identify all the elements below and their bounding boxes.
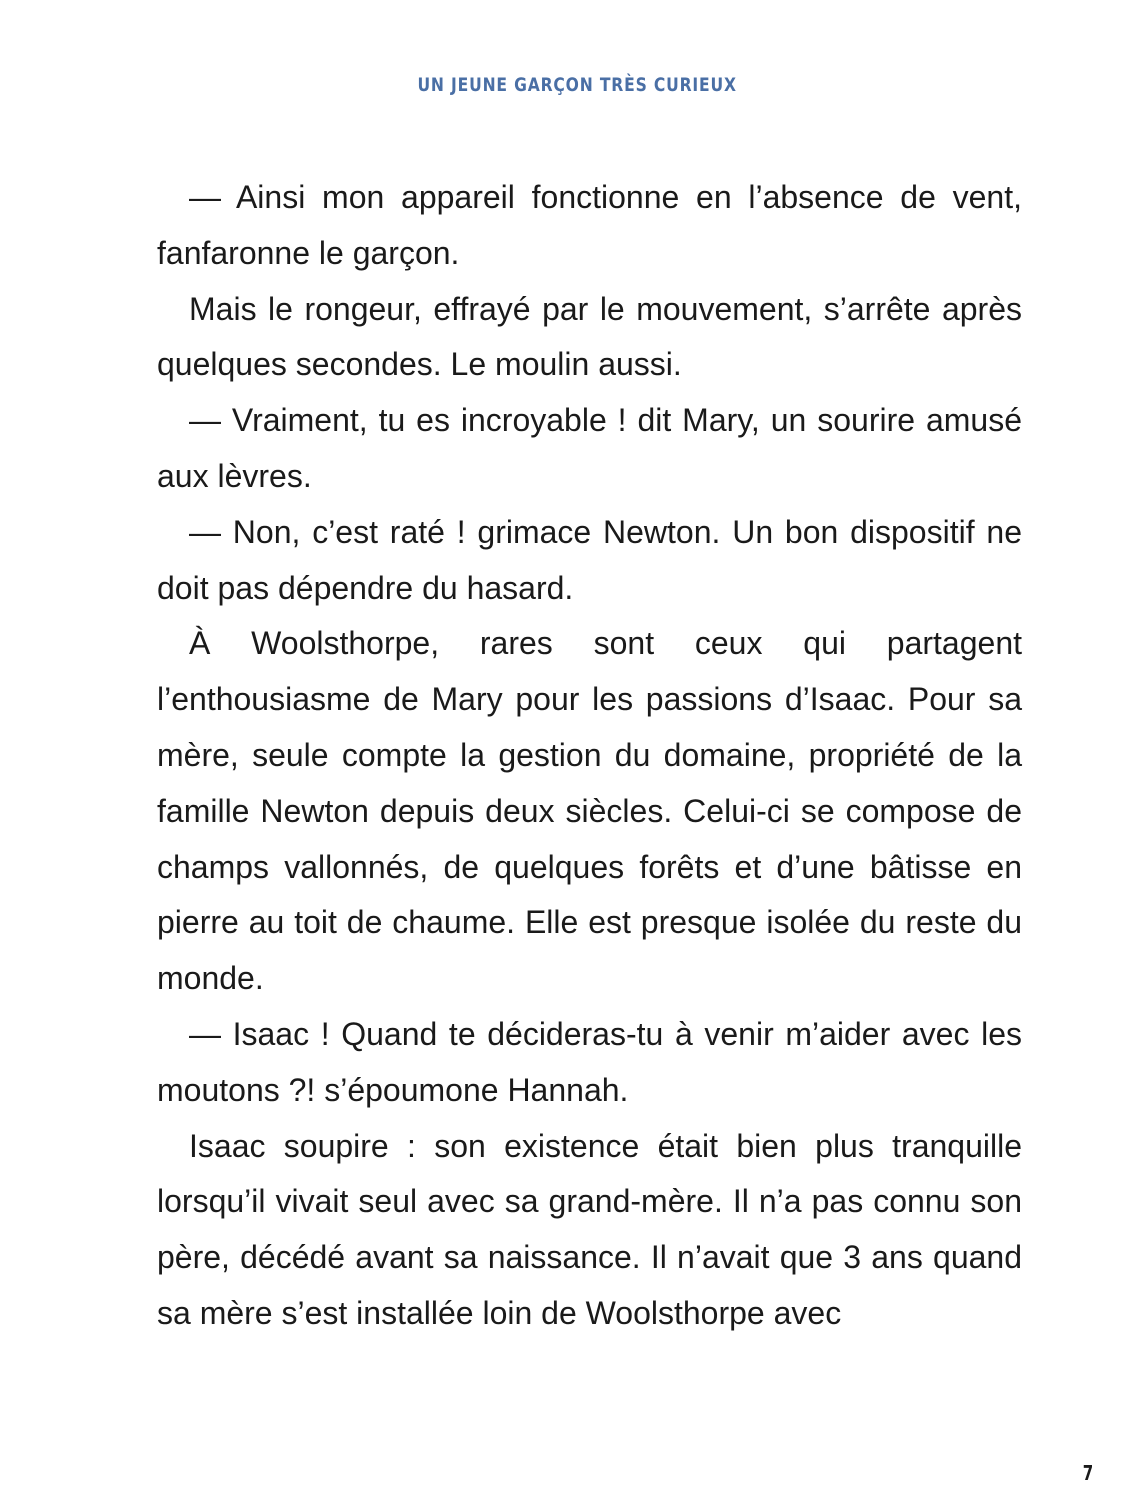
paragraph: Isaac soupire : son existence était bien plus tranquille lorsqu’il vivait seul avec sa grand-mère. Il n’a pas connu son père, décédé avant sa naissance. Il n’avait que 3 ans quand sa mère s’est installée loin de Woolsthorpe avec <box>157 1127 1022 1331</box>
running-head: UN JEUNE GARÇON TRÈS CURIEUX <box>417 74 737 96</box>
paragraph: À Woolsthorpe, rares sont ceux qui partagent l’enthousiasme de Mary pour les passions d’Isaac. Pour sa mère, seule compte la gestion du domaine, propriété de la famille Newton depuis deux siècles. Celui-ci se compose de champs vallonnés, de quelques forêts et d’une bâtisse en pierre au toit de chaume. Elle est presque isolée du reste du monde. <box>157 625 1022 997</box>
paragraph: — Non, c’est raté ! grimace Newton. Un bon dispositif ne doit pas dépendre du hasard. <box>157 513 1022 606</box>
page-number: 7 <box>1082 1461 1094 1485</box>
body-text <box>157 170 1022 1342</box>
paragraph: — Vraiment, tu es incroyable ! dit Mary, un sourire amusé aux lèvres. <box>157 402 1022 494</box>
paragraph: — Ainsi mon appareil fonctionne en l’absence de vent, fanfaronne le garçon. <box>157 179 1022 271</box>
paragraph: — Isaac ! Quand te décideras-tu à venir m’aider avec les moutons ?! s’époumone Hannah. <box>157 1015 1022 1108</box>
paragraph: Mais le rongeur, effrayé par le mouvement, s’arrête après quelques secondes. Le moulin aussi. <box>157 290 1022 383</box>
